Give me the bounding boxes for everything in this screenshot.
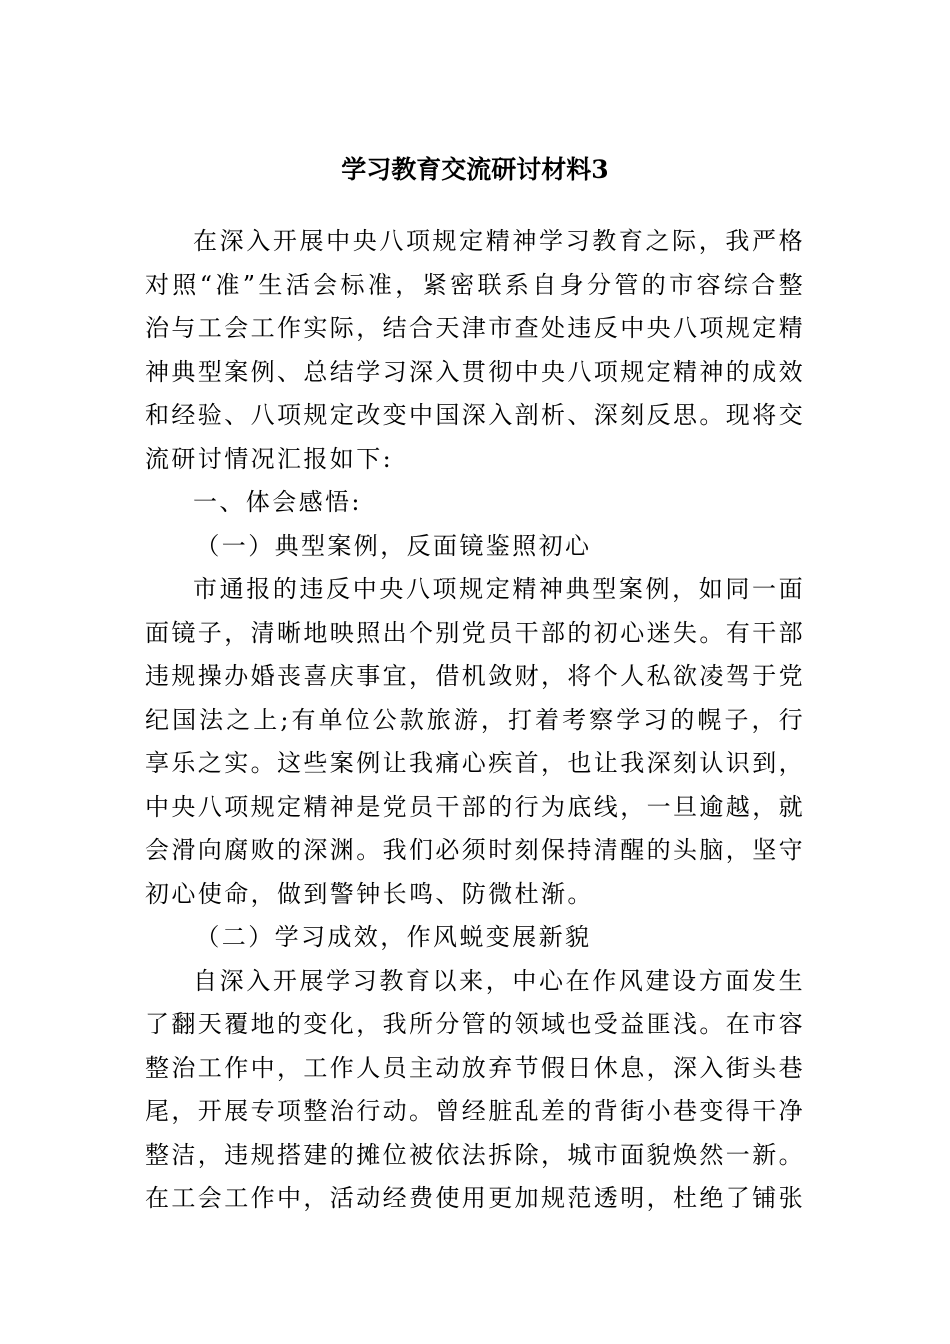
subsection-heading-typical-cases: （一）典型案例，反面镜鉴照初心 [195, 531, 592, 560]
learning-results-paragraph: 自深入开展学习教育以来，中心在作风建设方面发生了翻天覆地的变化，我所分管的领域也受益匪浅。在市容整治工作中，工作人员主动放弃节假日休息，深入街头巷尾，开展专项整治行动。曾经脏乱差的背街小巷变得干净整洁，违规搭建的摊位被依法拆除，城市面貌焕然一新。在工会工作中，活动经费使用更加规范透明，杜绝了铺张 [145, 966, 805, 1212]
section-heading-reflections: 一、体会感悟: [193, 488, 362, 516]
intro-paragraph: 在深入开展中央八项规定精神学习教育之际，我严格对照“准”生活会标准，紧密联系自身分管的市容综合整治与工会工作实际，结合天津市查处违反中央八项规定精神典型案例、总结学习深入贯彻中央八项规定精神的成效和经验、八项规定改变中国深入剖析、深刻反思。现将交流研讨情况汇报如下: [145, 227, 805, 473]
document-title: 学习教育交流研讨材料3 [341, 155, 609, 184]
typical-cases-paragraph: 市通报的违反中央八项规定精神典型案例，如同一面面镜子，清晰地映照出个别党员干部的初心迷失。有干部违规操办婚丧喜庆事宜，借机敛财，将个人私欲凌驾于党纪国法之上;有单位公款旅游，打着考察学习的幌子，行享乐之实。这些案例让我痛心疾首，也让我深刻认识到，中央八项规定精神是党员干部的行为底线，一旦逾越，就会滑向腐败的深渊。我们必须时刻保持清醒的头脑，坚守初心使命，做到警钟长鸣、防微杜渐。 [145, 575, 805, 908]
document-body [145, 220, 805, 1221]
subsection-heading-learning-results: （二）学习成效，作风蜕变展新貌 [195, 923, 592, 951]
